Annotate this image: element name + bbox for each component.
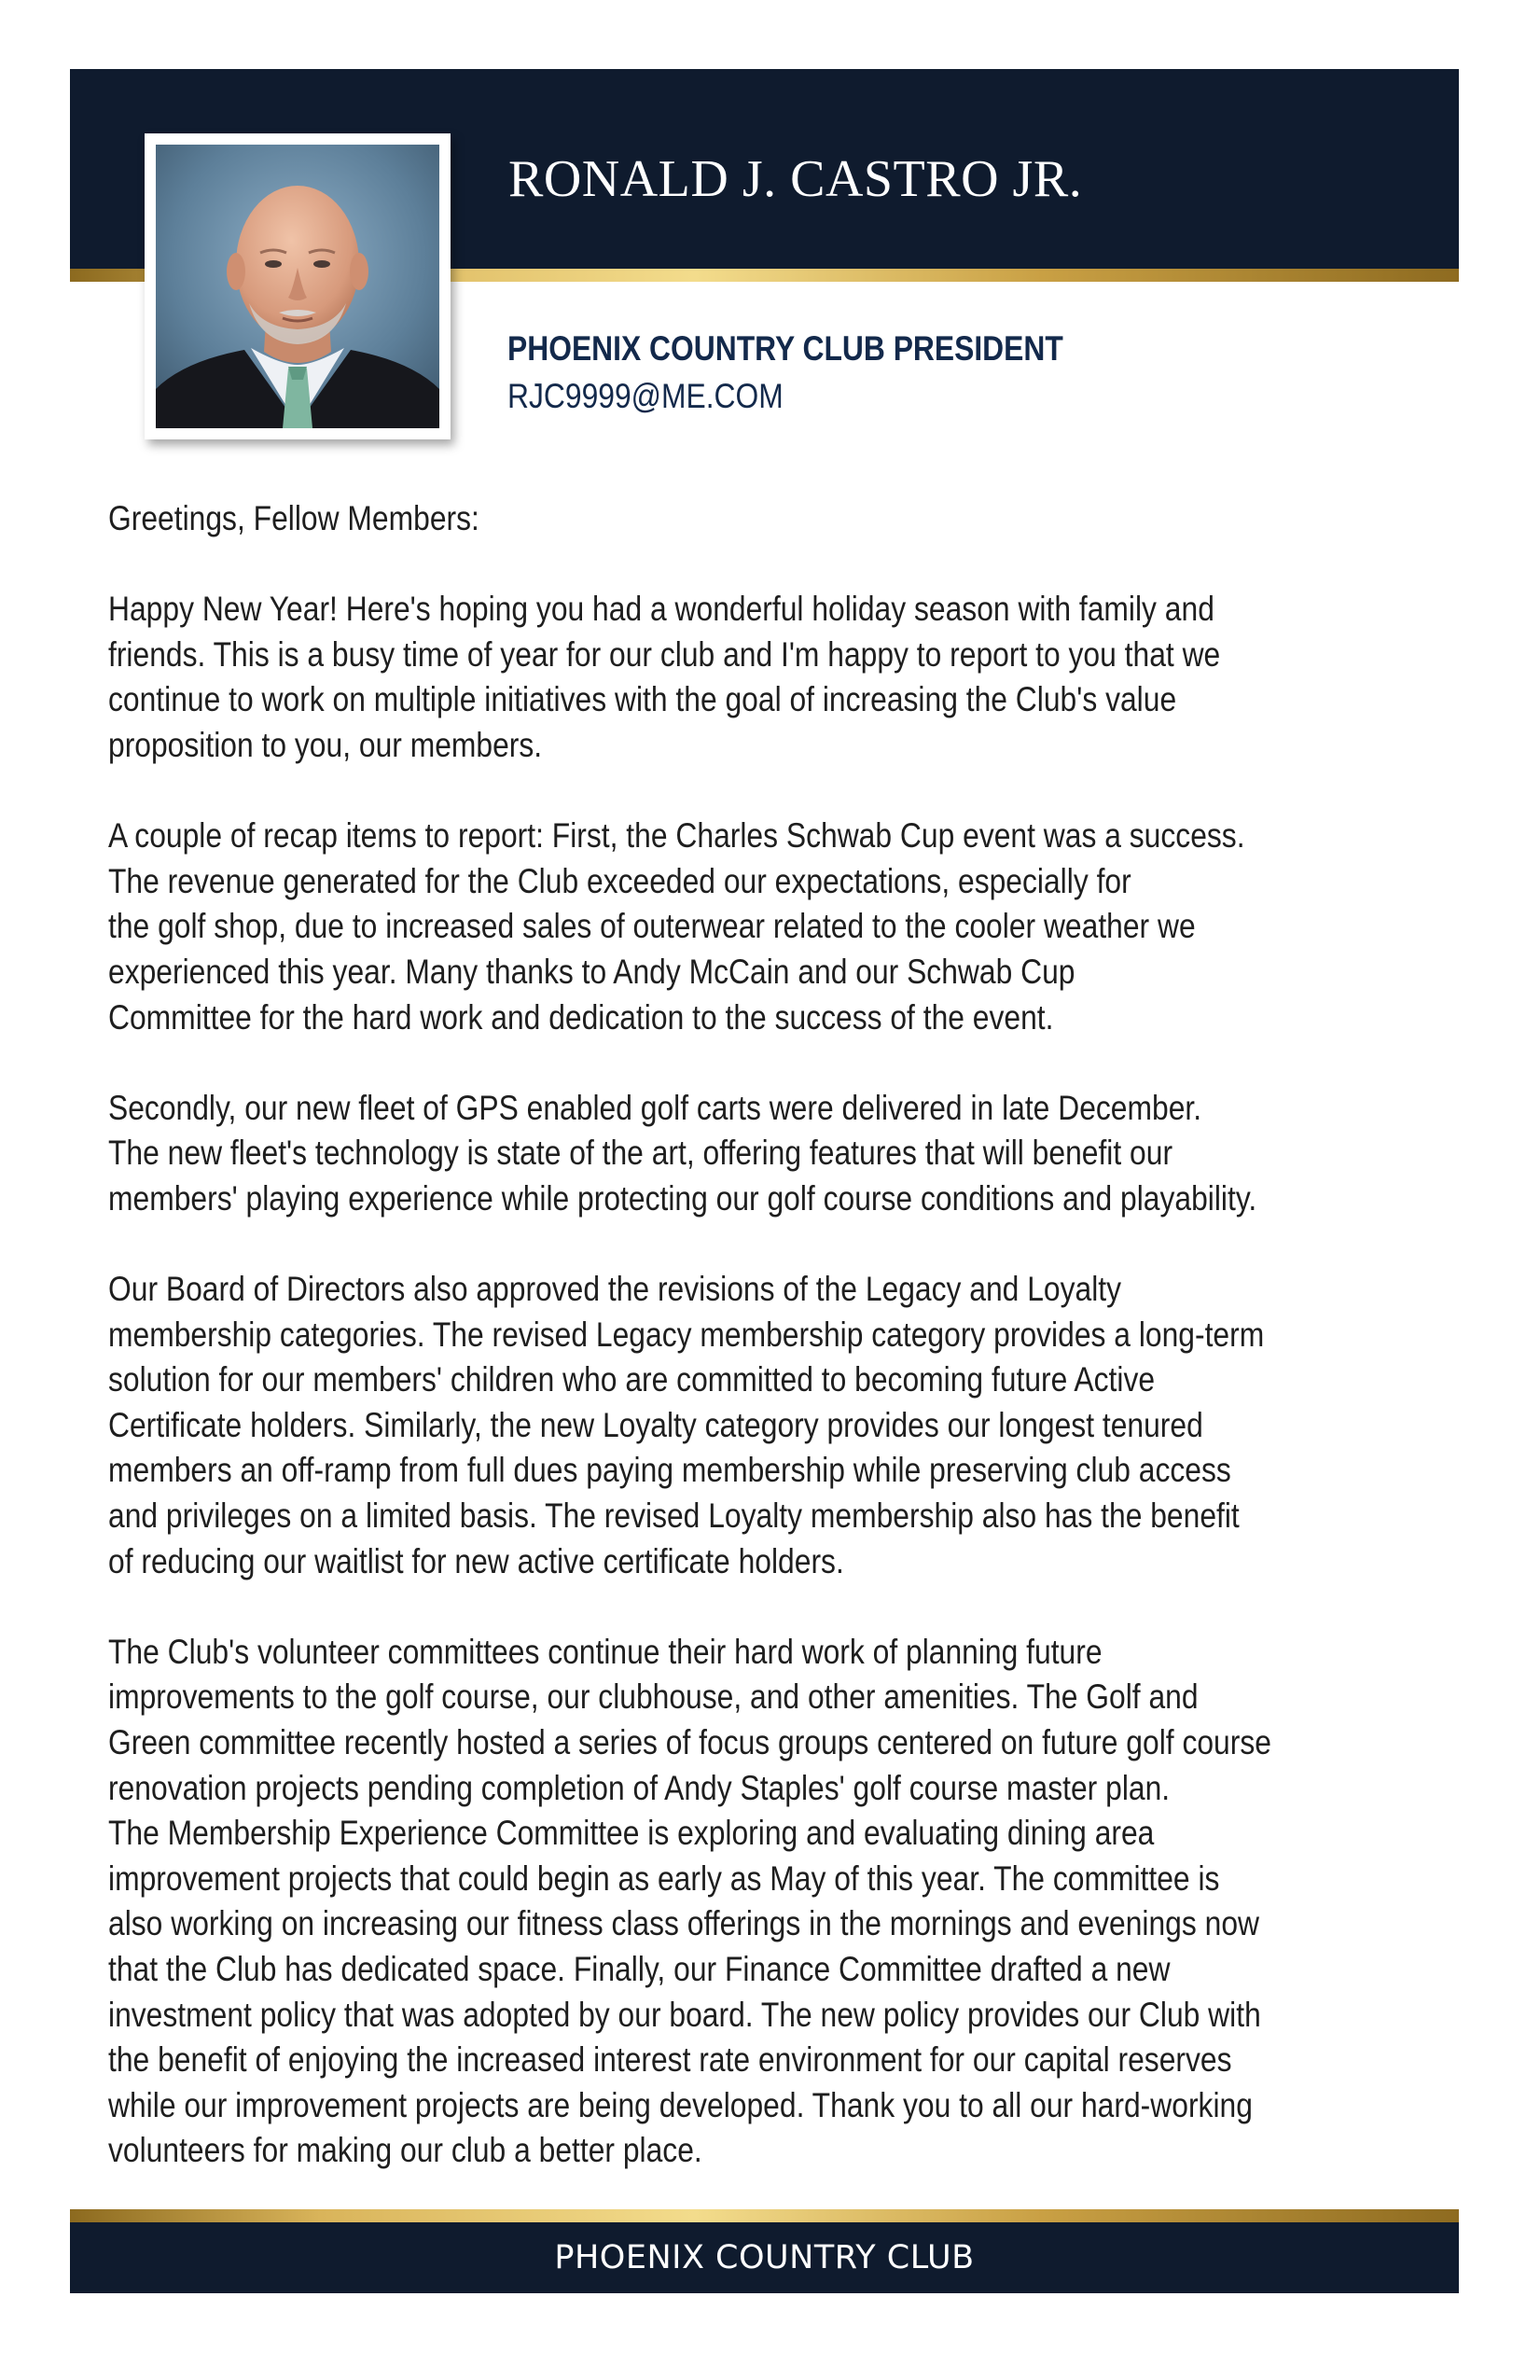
letter-line: Committee for the hard work and dedication to the success of the event. <box>108 997 1054 1037</box>
letter-line: improvements to the golf course, our clubhouse, and other amenities. The Golf and <box>108 1677 1199 1717</box>
author-email: RJC9999@ME.COM <box>507 377 784 415</box>
letter-paragraph <box>108 1086 1472 1222</box>
letter-line: continue to work on multiple initiatives with the goal of increasing the Club's value <box>108 680 1177 719</box>
author-role: PHOENIX COUNTRY CLUB PRESIDENT <box>507 329 1063 368</box>
letter-line: friends. This is a busy time of year for our club and I'm happy to report to you that we <box>108 634 1221 674</box>
footer-band <box>70 2222 1459 2293</box>
letter-body <box>108 496 1472 2174</box>
letter-line: members' playing experience while protecting our golf course conditions and playability. <box>108 1178 1257 1218</box>
letter-paragraph <box>108 1267 1472 1584</box>
letter-line: The new fleet's technology is state of the art, offering features that will benefit our <box>108 1134 1173 1173</box>
portrait-photo <box>156 145 439 428</box>
author-name: RONALD J. CASTRO JR. <box>508 150 1083 208</box>
letter-line: The revenue generated for the Club exceeded our expectations, especially for <box>108 861 1131 900</box>
letter-line: The Membership Experience Committee is exploring and evaluating dining area <box>108 1814 1155 1853</box>
footer-club-name: PHOENIX COUNTRY CLUB <box>554 2239 975 2276</box>
letter-line: Certificate holders. Similarly, the new Loyalty category provides our longest tenured <box>108 1405 1203 1444</box>
letter-line: Our Board of Directors also approved the revisions of the Legacy and Loyalty <box>108 1270 1122 1309</box>
letter-greeting <box>108 496 1472 542</box>
letter-line: improvement projects that could begin as early as May of this year. The committee is <box>108 1858 1220 1898</box>
letter-line: investment policy that was adopted by our board. The new policy provides our Club with <box>108 1995 1261 2034</box>
letter-line: The Club's volunteer committees continue their hard work of planning future <box>108 1632 1103 1671</box>
gold-divider-bottom <box>70 2209 1459 2222</box>
letter-line: Happy New Year! Here's hoping you had a wonderful holiday season with family and <box>108 590 1214 629</box>
letter-line: experienced this year. Many thanks to Andy McCain and our Schwab Cup <box>108 952 1075 991</box>
letter-line: membership categories. The revised Legacy membership category provides a long-term <box>108 1315 1265 1354</box>
letter-line: A couple of recap items to report: First, the Charles Schwab Cup event was a success. <box>108 816 1245 856</box>
portrait-frame <box>145 133 451 439</box>
letter-line: and privileges on a limited basis. The revised Loyalty membership also has the benefit <box>108 1496 1240 1536</box>
letter-line: members an off-ramp from full dues paying membership while preserving club access <box>108 1451 1231 1490</box>
letter-line: of reducing our waitlist for new active certificate holders. <box>108 1541 844 1580</box>
letter-line: the golf shop, due to increased sales of outerwear related to the cooler weather we <box>108 907 1196 946</box>
letter-line: renovation projects pending completion of Andy Staples' golf course master plan. <box>108 1768 1171 1807</box>
letter-line: while our improvement projects are being developed. Thank you to all our hard-working <box>108 2085 1253 2124</box>
letter-line: proposition to you, our members. <box>108 725 543 764</box>
letter-line: that the Club has dedicated space. Finally, our Finance Committee drafted a new <box>108 1950 1171 1988</box>
letter-line: volunteers for making our club a better place. <box>108 2131 702 2170</box>
letter-line: Greetings, Fellow Members: <box>108 499 479 537</box>
letter-paragraph <box>108 587 1472 768</box>
letter-paragraph <box>108 814 1472 1040</box>
letter-line: solution for our members' children who are committed to becoming future Active <box>108 1360 1156 1399</box>
letter-line: also working on increasing our fitness class offerings in the mornings and evenings now <box>108 1904 1260 1943</box>
letter-line: Green committee recently hosted a series of focus groups centered on future golf course <box>108 1723 1271 1762</box>
letter-line: Secondly, our new fleet of GPS enabled golf carts were delivered in late December. <box>108 1088 1202 1127</box>
letter-line: the benefit of enjoying the increased interest rate environment for our capital reserves <box>108 2040 1232 2080</box>
letter-paragraph <box>108 1630 1472 2174</box>
